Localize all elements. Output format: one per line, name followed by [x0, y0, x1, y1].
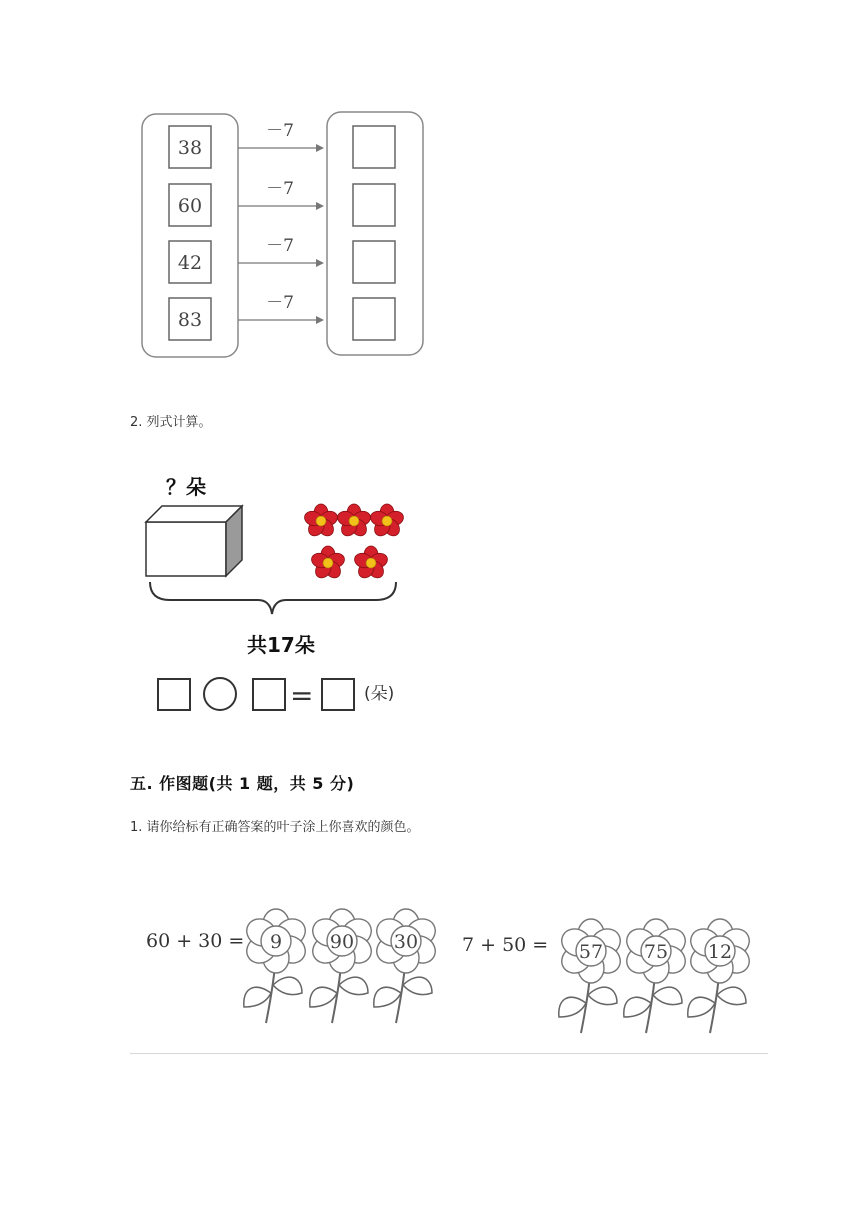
input-number: 42: [177, 252, 203, 274]
red-flower-icon: [353, 546, 390, 581]
answer-flower[interactable]: [686, 919, 754, 1033]
mapping-row: [169, 236, 395, 283]
mapping-row: [169, 179, 395, 226]
arrow-head-icon: [316, 144, 324, 152]
flower-coloring-exercise: [140, 895, 780, 1035]
mapping-row: [169, 121, 395, 168]
leaf-icon[interactable]: [374, 987, 401, 1007]
leaf-icon[interactable]: [273, 977, 302, 994]
arrow-head-icon: [316, 316, 324, 324]
expression-2: 7 + 50 =: [462, 934, 549, 956]
answer-flower[interactable]: [308, 909, 376, 1023]
flower-number: 12: [707, 941, 733, 963]
flower-count-diagram: [140, 470, 420, 720]
count-svg: [140, 470, 420, 720]
input-number: 83: [177, 309, 203, 331]
flowers-svg: [140, 895, 780, 1035]
expression-1: 60 + 30 =: [146, 930, 245, 952]
section-5-title: 五. 作图题(共 1 题，共 5 分): [130, 774, 355, 793]
red-flower-icon: [303, 504, 340, 539]
mapping-svg: [140, 110, 430, 360]
subtract-mapping-diagram: [140, 110, 430, 360]
leaf-icon[interactable]: [653, 987, 682, 1004]
answer-box-3[interactable]: [322, 679, 354, 710]
mapping-row: [169, 293, 395, 340]
red-flower-icon: [369, 504, 406, 539]
flower-number: 9: [269, 931, 283, 953]
operation-label: －7: [266, 293, 294, 313]
operator-circle[interactable]: [204, 678, 236, 710]
answer-box-1[interactable]: [158, 679, 190, 710]
flower-number: 90: [329, 931, 355, 953]
answer-flower[interactable]: [242, 909, 310, 1023]
answer-flower[interactable]: [372, 909, 440, 1023]
leaf-icon[interactable]: [339, 977, 368, 994]
answer-box[interactable]: [353, 298, 395, 340]
red-flower-icon: [310, 546, 347, 581]
operation-label: －7: [266, 121, 294, 141]
answer-box[interactable]: [353, 126, 395, 168]
box-icon: [146, 506, 242, 576]
flower-number: 75: [643, 941, 669, 963]
input-number: 38: [177, 137, 203, 159]
leaf-icon[interactable]: [588, 987, 617, 1004]
leaf-icon[interactable]: [624, 997, 651, 1017]
arrow-head-icon: [316, 202, 324, 210]
flower-number: 57: [578, 941, 604, 963]
arrow-head-icon: [316, 259, 324, 267]
question-2-label: 2. 列式计算。: [130, 415, 212, 430]
leaf-icon[interactable]: [403, 977, 432, 994]
flower-number: 30: [393, 931, 419, 953]
leaf-icon[interactable]: [310, 987, 337, 1007]
leaf-icon[interactable]: [244, 987, 271, 1007]
red-flower-icon: [336, 504, 373, 539]
output-panel: [327, 112, 423, 355]
total-count-label: 共17朵: [247, 633, 315, 657]
operation-label: －7: [266, 236, 294, 256]
section-5-question-1-label: 1. 请你给标有正确答案的叶子涂上你喜欢的颜色。: [130, 820, 420, 835]
divider-line: [130, 1053, 768, 1054]
answer-flower[interactable]: [557, 919, 625, 1033]
operation-label: －7: [266, 179, 294, 199]
answer-flower[interactable]: [622, 919, 690, 1033]
leaf-icon[interactable]: [559, 997, 586, 1017]
leaf-icon[interactable]: [688, 997, 715, 1017]
input-number: 60: [177, 195, 203, 217]
leaf-icon[interactable]: [717, 987, 746, 1004]
unknown-count-label: ？朵: [166, 475, 206, 499]
answer-box[interactable]: [353, 184, 395, 226]
equals-sign: =: [290, 679, 314, 712]
answer-box[interactable]: [353, 241, 395, 283]
brace-icon: [150, 582, 396, 614]
unit-label: (朵): [364, 684, 395, 704]
red-flowers-group: [303, 504, 406, 581]
answer-box-2[interactable]: [253, 679, 285, 710]
